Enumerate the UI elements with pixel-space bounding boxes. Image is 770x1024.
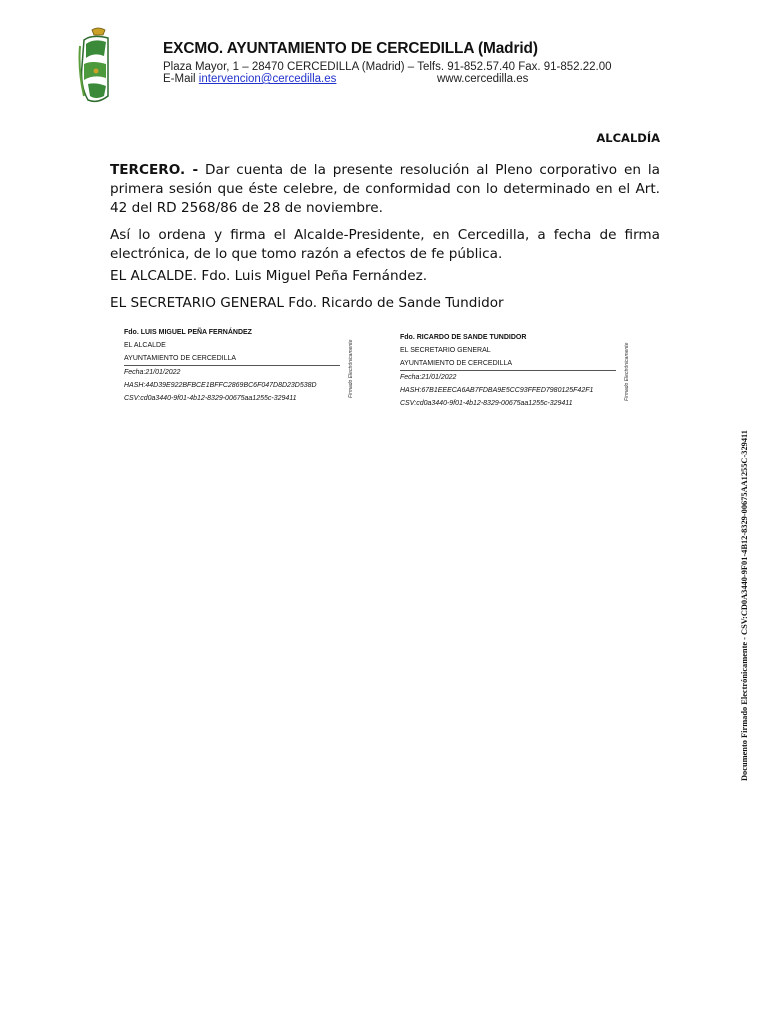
signature-vertical-label: Firmado Electrónicamente [348, 339, 354, 398]
paragraph-tercero [110, 161, 660, 218]
email-label: E-Mail [163, 73, 196, 85]
letterhead-address: Plaza Mayor, 1 – 28470 CERCEDILLA (Madrid) – Telfs. 91-852.57.40 Fax. 91-852.22.00 [163, 61, 612, 73]
letterhead-contact [163, 73, 703, 85]
signature-role: EL ALCALDE [124, 342, 166, 349]
signature-hash: HASH:44D39E922BFBCE1BFFC2869BC6F047D8D23D538D [124, 382, 317, 389]
coat-of-arms-logo [78, 26, 112, 106]
electronic-signature-stamp: Documento Firmado Electrónicamente - CSV:CD0A3440-9F01-4B12-8329-00675AA1255C-329411 [740, 430, 749, 781]
signature-block-alcalde [124, 326, 340, 405]
paragraph-firma: Así lo ordena y firma el Alcalde-Presidente, en Cercedilla, a fecha de firma electrónica, de lo que tomo razón a efectos de fe pública. [110, 227, 660, 262]
signature-vertical-label: Firmado Electrónicamente [624, 342, 630, 401]
section-label: ALCALDÍA [596, 131, 660, 145]
signature-csv: CSV:cd0a3440-9f01-4b12-8329-00675aa1255c-329411 [124, 395, 297, 402]
paragraph-secretario: EL SECRETARIO GENERAL Fdo. Ricardo de Sande Tundidor [110, 295, 504, 311]
signature-date: Fecha:21/01/2022 [124, 369, 181, 376]
signature-name: Fdo. LUIS MIGUEL PEÑA FERNÁNDEZ [124, 329, 252, 336]
signature-date: Fecha:21/01/2022 [400, 374, 457, 381]
signature-block-secretario [400, 331, 616, 410]
signature-role: EL SECRETARIO GENERAL [400, 347, 491, 354]
tercero-lead: TERCERO. - [110, 162, 199, 178]
tercero-text: Dar cuenta de la presente resolución al Pleno corporativo en la primera sesión que éste celebre, de conformidad con lo determinado en el Art. 42 del RD 2568/86 de 28 de noviembre. [110, 162, 660, 216]
website-text: www.cercedilla.es [437, 73, 529, 85]
signature-org: AYUNTAMIENTO DE CERCEDILLA [400, 357, 616, 371]
letterhead-title: EXCMO. AYUNTAMIENTO DE CERCEDILLA (Madrid) [163, 40, 538, 57]
letterhead [163, 40, 703, 85]
email-link[interactable]: intervencion@cercedilla.es [198, 73, 337, 85]
signature-org: AYUNTAMIENTO DE CERCEDILLA [124, 352, 340, 366]
signature-name: Fdo. RICARDO DE SANDE TUNDIDOR [400, 334, 527, 341]
paragraph-alcalde: EL ALCALDE. Fdo. Luis Miguel Peña Fernández. [110, 268, 428, 284]
signature-csv: CSV:cd0a3440-9f01-4b12-8329-00675aa1255c-329411 [400, 400, 573, 407]
signature-hash: HASH:67B1EEECA6AB7FDBA9E5CC93FFED7980125F42F1 [400, 387, 594, 394]
